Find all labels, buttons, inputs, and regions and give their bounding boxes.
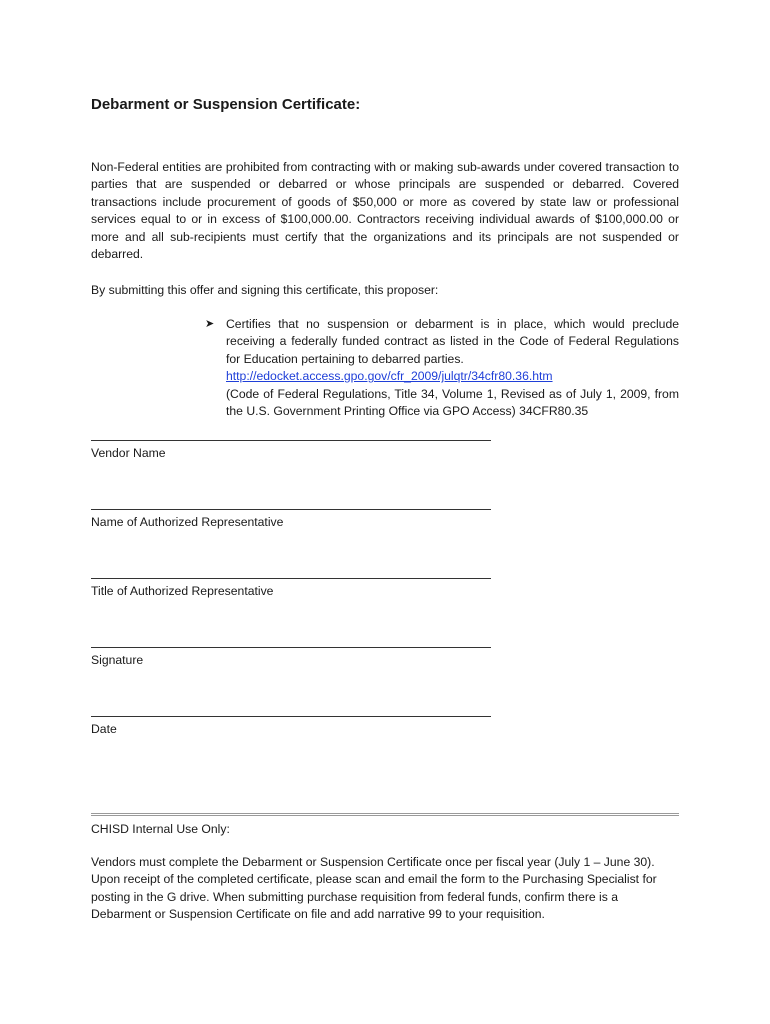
authorized-representative-title-field[interactable]: [91, 578, 491, 600]
certification-text: Certifies that no suspension or debarment is in place, which would preclude receiving a federally funded contract as listed in the Code of Federal Regulations for Education pertaining to debarred parties.: [226, 317, 679, 366]
section-divider: [91, 813, 679, 816]
signature-label: Signature: [91, 653, 144, 667]
signature-line[interactable]: [91, 440, 491, 441]
page-title: Debarment or Suspension Certificate:: [91, 96, 361, 113]
certification-text-block: [226, 316, 679, 420]
authorized-representative-title-label: Title of Authorized Representative: [91, 584, 274, 598]
cfr-link[interactable]: http://edocket.access.gpo.gov/cfr_2009/julqtr/34cfr80.36.htm: [226, 369, 553, 384]
date-field[interactable]: [91, 716, 491, 738]
vendor-name-field[interactable]: [91, 440, 491, 462]
internal-use-instructions: Vendors must complete the Debarment or Suspension Certificate once per fiscal year (July 1 – June 30). Upon receipt of the completed certificate, please scan and email the form to the Purchasing Specialist for posting in the G drive. When submitting purchase requisition from federal funds, confirm there is a Debarment or Suspension Certificate on file and add narrative 99 to your requisition.: [91, 855, 657, 922]
signature-line[interactable]: [91, 716, 491, 717]
intro-paragraph: Non-Federal entities are prohibited from contracting with or making sub-awards under covered transaction to parties that are suspended or debarred or whose principals are suspended or debarred. Covered transactions include procurement of goods of $50,000 or more as covered by state law or professional services equal to or in excess of $100,000.00. Contractors receiving individual awards of $100,000.00 or more and all sub-recipients must certify that the organizations and its principals are not suspended or debarred.: [91, 160, 679, 262]
signature-field[interactable]: [91, 647, 491, 669]
vendor-name-label: Vendor Name: [91, 446, 166, 460]
certification-bullet: [205, 316, 679, 420]
arrow-bullet-icon: ➤: [205, 318, 215, 330]
date-label: Date: [91, 722, 117, 736]
authorized-representative-name-label: Name of Authorized Representative: [91, 515, 284, 529]
internal-use-title: CHISD Internal Use Only:: [91, 822, 230, 836]
authorized-representative-name-field[interactable]: [91, 509, 491, 531]
signature-line[interactable]: [91, 509, 491, 510]
signature-line[interactable]: [91, 578, 491, 579]
signature-line[interactable]: [91, 647, 491, 648]
submit-statement: By submitting this offer and signing this certificate, this proposer:: [91, 283, 439, 297]
cfr-citation: (Code of Federal Regulations, Title 34, Volume 1, Revised as of July 1, 2009, from the U.S. Government Printing Office via GPO Access) 34CFR80.35: [226, 386, 679, 419]
